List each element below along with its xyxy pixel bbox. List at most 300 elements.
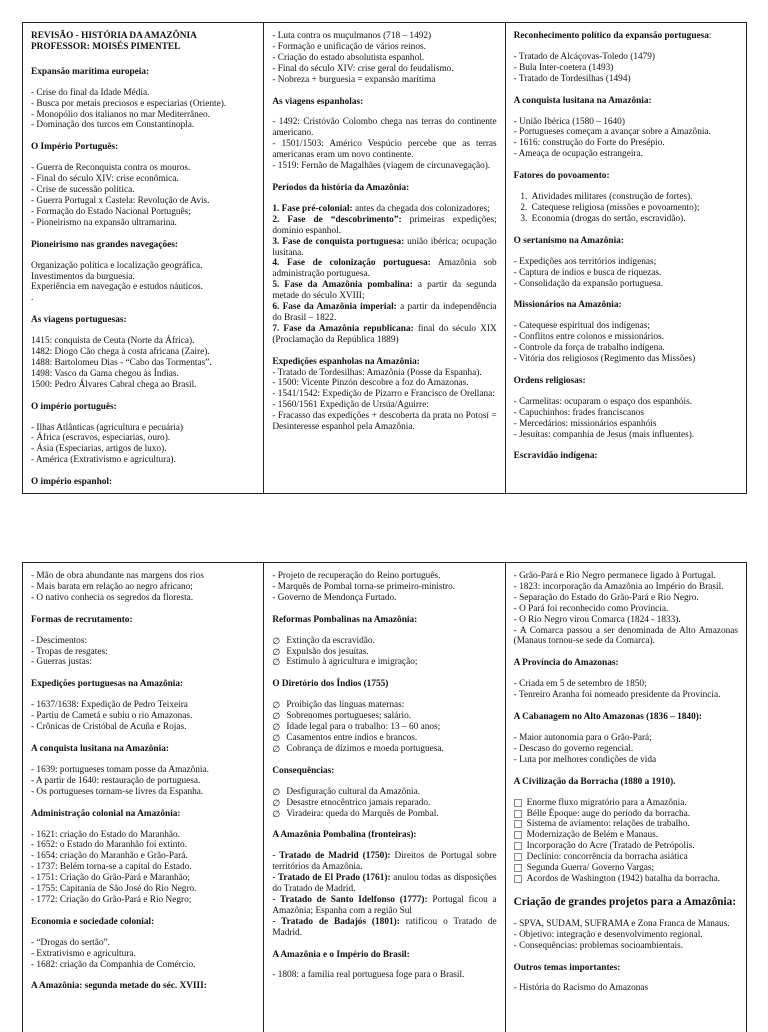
list-item: - Jesuítas: companhia de Jesus (mais influentes). — [513, 429, 695, 440]
checkbox-bullet-item — [514, 874, 738, 885]
list-item: - 1492: Cristóvão Colombo chega nas terras do continente americano. — [272, 117, 497, 139]
period-item-label: 3. Fase de conquista portuguesa: — [272, 236, 405, 247]
empty-set-bullet-icon: ∅ — [272, 732, 281, 743]
list-item: - Conflitos entre colonos e missionários. — [513, 332, 664, 343]
checkbox-bullet-icon — [514, 831, 522, 839]
empty-set-bullet-icon: ∅ — [272, 646, 281, 657]
symbol-bullet-item — [272, 647, 496, 658]
symbol-bullet-text: Cobrança de dízimos e moeda portuguesa. — [286, 743, 444, 754]
section — [31, 315, 255, 390]
section-heading — [272, 830, 496, 841]
period-item-text: antes da chegada dos colonizadores; — [352, 203, 490, 214]
list-item: 1498: Vasco da Gama chegou às Índias. — [31, 368, 179, 379]
symbol-bullet-text: Extinção da escravidão. — [286, 635, 375, 646]
section-heading — [272, 679, 496, 690]
period-item-text: Direitos de Portugal sobre territórios da Amazônia. — [272, 851, 497, 873]
period-item-text: a partir da independência do Brasil – 1822. — [272, 302, 497, 323]
list-item: 1415: conquista de Ceuta (Norte da África). — [31, 336, 195, 347]
section-heading-text: A Cabanagem no Alto Amazonas (1836 – 1840): — [513, 712, 702, 723]
checkbox-bullet-text: Segunda Guerra/ Governo Vargas; — [526, 863, 655, 874]
period-item — [272, 258, 496, 280]
period-item-label: 5. Fase da Amazônia pombalina: — [272, 280, 413, 291]
list-item: 1488: Bartolomeu Dias - “Cabo das Tormentas”. — [31, 357, 212, 368]
list-item: - Marquês de Pombal torna-se primeiro-ministro. — [272, 581, 456, 592]
checkbox-bullet-icon — [514, 820, 522, 828]
period-item-label: 4. Fase de colonização portuguesa: — [272, 258, 431, 269]
symbol-bullet-text: Desfiguração cultural da Amazônia. — [286, 786, 421, 797]
section-heading-text: Outros temas importantes: — [513, 962, 621, 973]
section-heading — [514, 712, 738, 723]
period-item-label: - Tratado de El Prado (1761): — [272, 873, 391, 884]
list-item: - Governo de Mendonça Furtado. — [272, 592, 397, 603]
section-heading-text: A Amazônia Pombalina (fronteiras): — [272, 830, 417, 841]
section-heading-text: Missionários na Amazônia: — [513, 300, 622, 311]
section-heading — [514, 31, 738, 42]
symbol-bullet-item — [272, 711, 496, 722]
section-heading-text: O império português: — [31, 401, 117, 412]
list-item: - Formação e unificação de vários reinos. — [272, 41, 426, 52]
section-heading-text: O sertanismo na Amazônia: — [513, 235, 624, 246]
section-heading — [31, 402, 255, 413]
section — [514, 376, 738, 441]
list-item: - Separação do Estado do Grão-Pará e Rio Negro. — [513, 592, 699, 603]
list-item: - A partir de 1640: restauração de portuguesa. — [31, 775, 201, 786]
section — [31, 679, 255, 733]
symbol-bullet-item — [272, 787, 496, 798]
section — [31, 402, 255, 467]
section — [31, 981, 255, 992]
section-heading — [514, 376, 738, 387]
list-item: - União Ibérica (1580 – 1640) — [513, 116, 625, 127]
symbol-bullet-item — [272, 700, 496, 711]
symbol-bullet-item — [272, 809, 496, 820]
list-item: - Consequências: problemas socioambientais. — [513, 940, 684, 951]
list-item: - Guerras justas: — [31, 657, 92, 668]
list-item: - Guerra de Reconquista contra os mouros. — [31, 163, 191, 174]
section-heading-text: Expansão marítima europeia: — [31, 66, 150, 77]
section-heading-text: O império espanhol: — [31, 477, 113, 488]
section-heading — [514, 658, 738, 669]
list-item: - Final do século XIV: crise econômica. — [31, 174, 179, 185]
list-item: - “Drogas do sertão”. — [31, 937, 110, 948]
section-heading — [514, 451, 738, 462]
section-heading — [272, 766, 496, 777]
section — [31, 477, 255, 488]
list-item: - Controle da força de trabalho indígena. — [513, 343, 665, 354]
symbol-bullet-item — [272, 798, 496, 809]
list-item: - 1500: Vicente Pinzón descobre a foz do Amazonas. — [272, 378, 469, 389]
section — [514, 777, 738, 885]
section-heading-text: Expedições portuguesas na Amazônia: — [31, 679, 184, 690]
period-item-text: Amazônia sob administração portuguesa. — [272, 258, 497, 280]
list-item: - Fracasso das expedições + descoberta da prata no Potosí = Desinteresse espanhol pela Amazônia. — [272, 411, 497, 433]
section-heading-text: Fatores do povoamento: — [513, 171, 610, 182]
section — [272, 766, 496, 820]
symbol-bullet-text: Sobrenomes portugueses; salário. — [286, 711, 412, 722]
list-item: - Luta por melhores condições de vida — [513, 754, 657, 765]
symbol-bullet-item — [272, 657, 496, 668]
section — [31, 571, 255, 604]
section-heading — [31, 981, 255, 992]
list-item: - Crônicas de Cristóbal de Acuña e Rojas. — [31, 722, 187, 733]
empty-set-bullet-icon: ∅ — [272, 711, 281, 722]
section — [31, 31, 255, 53]
section-heading — [514, 777, 738, 788]
list-item: - Catequese espiritual dos indígenas; — [513, 321, 650, 332]
checkbox-bullet-text: Acordos de Washington (1942) batalha da borracha. — [526, 873, 721, 884]
checkbox-bullet-text: Declínio: concorrência da borracha asiática — [526, 852, 688, 863]
section-heading-text: A conquista lusitana na Amazônia: — [513, 95, 652, 106]
list-item: - 1501/1503: Américo Vespúcio percebe que as terras americanas eram um novo continente. — [272, 139, 497, 161]
section-heading — [31, 917, 255, 928]
list-item: - 1751: Criação do Grão-Pará e Maranhão; — [31, 873, 191, 884]
period-item — [272, 237, 496, 259]
page1-column-3 — [505, 23, 746, 493]
list-item: - Dominação dos turcos em Constantinopla. — [31, 120, 195, 131]
list-item: - Monopólio dos italianos no mar Mediterrâneo. — [31, 109, 210, 120]
checkbox-bullet-item — [514, 809, 738, 820]
list-item: Experiência em navegação e estudos náuticos. — [31, 282, 203, 293]
section-heading — [31, 744, 255, 755]
list-item: - Criada em 5 de setembro de 1850; — [513, 679, 647, 690]
page2-column-3 — [505, 563, 746, 1032]
list-item: - Criação do estado absolutista espanhol. — [272, 52, 425, 63]
symbol-bullet-text: Proibição das línguas maternas: — [286, 700, 405, 711]
section-heading — [272, 97, 496, 108]
section — [514, 896, 738, 952]
checkbox-bullet-item — [514, 841, 738, 852]
symbol-bullet-text: Casamentos entre índios e brancos. — [286, 732, 418, 743]
list-item: Investimentos da burguesia. — [31, 271, 135, 282]
numbered-list-item: 1. Atividades militares (construção de fortes). — [530, 192, 738, 203]
period-item-label: 2. Fase de “descobrimento”: — [272, 214, 402, 225]
section-heading-text: A Amazônia e o Império do Brasil: — [272, 949, 410, 960]
list-item: - Crise de sucessão política. — [31, 185, 135, 196]
document-title-line: PROFESSOR: MOISÉS PIMENTEL — [31, 41, 181, 52]
section-heading-text: A Civilização da Borracha (1880 a 1910). — [513, 776, 676, 787]
period-item-label: - Tratado de Madrid (1750): — [272, 851, 391, 862]
list-item: - Bula Inter-coetera (1493) — [513, 62, 614, 73]
section-heading — [31, 477, 255, 488]
section-heading-text: A Amazônia: segunda metade do séc. XVIII: — [31, 981, 207, 992]
section-heading-text: As viagens portuguesas: — [31, 315, 127, 326]
checkbox-bullet-icon — [514, 810, 522, 818]
section-heading — [514, 236, 738, 247]
period-item-label: 7. Fase da Amazônia republicana: — [272, 323, 414, 334]
section-heading — [31, 315, 255, 326]
symbol-bullet-text: Estímulo à agricultura e imigração; — [286, 657, 418, 668]
list-item: - Vitória dos religiosos (Regimento das Missões) — [513, 354, 696, 365]
list-item: - Maior autonomia para o Grão-Pará; — [513, 732, 652, 743]
list-item: - Formação do Estado Nacional Português; — [31, 206, 191, 217]
checkbox-bullet-item — [514, 798, 738, 809]
symbol-bullet-list — [272, 700, 496, 755]
empty-set-bullet-icon: ∅ — [272, 722, 281, 733]
section-heading-text: Reformas Pombalinas na Amazônia: — [272, 614, 418, 625]
list-item: - Partiu de Cametá e subiu o rio Amazonas. — [31, 711, 193, 722]
section — [272, 97, 496, 172]
list-item: - Tratado de Tordesilhas: Amazônia (Posse da Espanha). — [272, 367, 482, 378]
section-heading-text: Pioneirismo nas grandes navegações: — [31, 239, 178, 250]
section — [272, 615, 496, 669]
list-item: - 1637/1638: Expedição de Pedro Teixeira — [31, 700, 188, 711]
list-item: - 1682: criação da Companhia de Comércio. — [31, 959, 196, 970]
list-item: - Descimentos: — [31, 635, 88, 646]
section-heading — [31, 142, 255, 153]
section-heading-text: A Província do Amazonas: — [513, 658, 619, 669]
period-item — [272, 215, 496, 237]
section-heading-text: Formas de recrutamento: — [31, 614, 133, 625]
symbol-bullet-item — [272, 744, 496, 755]
list-item: - Mais barata em relação ao negro africano; — [31, 581, 193, 592]
section — [31, 67, 255, 132]
period-item-text: anulou todas as disposições do Tratado de Madrid. — [272, 873, 497, 895]
section — [272, 571, 496, 604]
list-item: - O Pará foi reconhecido como Província. — [513, 603, 669, 614]
list-item: - Tratado de Tordesilhas (1494) — [513, 73, 631, 84]
checkbox-bullet-item — [514, 819, 738, 830]
section-heading-text: O Império Português: — [31, 142, 119, 153]
list-item: - Captura de índios e busca de riquezas. — [513, 267, 662, 278]
list-item: - 1654: criação do Maranhão e Grão-Pará. — [31, 851, 188, 862]
list-item: - Carmelitas: ocuparam o espaço dos espanhóis. — [513, 396, 693, 407]
list-item: - Guerra Portugal x Castela: Revolução de Avis. — [31, 195, 210, 206]
period-item-label: 6. Fase da Amazônia imperial: — [272, 302, 397, 313]
list-item: - O Rio Negro virou Comarca (1824 - 1833). — [513, 614, 681, 625]
section-heading — [31, 615, 255, 626]
symbol-bullet-text: Idade legal para o trabalho: 13 – 60 anos; — [286, 722, 441, 733]
section-heading — [31, 679, 255, 690]
symbol-bullet-list — [272, 787, 496, 820]
section-heading — [514, 96, 738, 107]
numbered-list-item: 2. Catequese religiosa (missões e povoamento); — [530, 203, 738, 214]
checkbox-bullet-list — [514, 798, 738, 885]
section — [31, 142, 255, 228]
list-item: - SPVA, SUDAM, SUFRAMA e Zona Franca de Manaus. — [513, 918, 730, 929]
list-item: - 1616: construção do Forte do Presépio. — [513, 138, 665, 149]
list-item: - Luta contra os muçulmanos (718 – 1492) — [272, 31, 432, 41]
period-item — [272, 873, 496, 895]
document-title-line: REVISÃO - HISTÓRIA DA AMAZÔNIA — [31, 31, 197, 41]
checkbox-bullet-text: Enorme fluxo migratório para a Amazônia. — [526, 797, 687, 808]
section — [514, 96, 738, 161]
list-item: - Descaso do governo regencial. — [513, 743, 634, 754]
section-heading-text: Ordens religiosas: — [513, 375, 586, 386]
handout-page-2 — [22, 562, 747, 1032]
symbol-bullet-text: Expulsão dos jesuítas. — [286, 646, 369, 657]
section — [514, 963, 738, 995]
checkbox-bullet-icon — [514, 864, 522, 872]
page1-column-2 — [263, 23, 504, 493]
list-item: - Nobreza + burguesia = expansão marítima — [272, 74, 436, 85]
section-heading — [272, 950, 496, 961]
section — [514, 712, 738, 766]
list-item: - 1519: Fernão de Magalhães (viagem de circunavegação). — [272, 161, 491, 172]
list-item: - Tenreiro Aranha foi nomeado presidente da Província. — [513, 690, 721, 701]
list-item: - África (escravos, especiarias, ouro). — [31, 433, 171, 444]
section-heading-text: A conquista lusitana na Amazônia: — [31, 743, 169, 754]
section — [31, 744, 255, 798]
list-item: - Expedições aos territórios indígenas; — [513, 256, 657, 267]
period-item — [272, 280, 496, 302]
section — [272, 679, 496, 754]
section — [272, 950, 496, 982]
page2-column-1 — [23, 563, 263, 1032]
list-item: - Capuchinhos: frades franciscanos — [513, 407, 645, 418]
section-heading — [514, 896, 738, 909]
list-item: - 1652: o Estado do Maranhão foi extinto. — [31, 840, 187, 851]
handout-page-1 — [22, 22, 747, 494]
period-item-text: ratificou o Tratado de Madrid. — [272, 916, 497, 938]
list-item: - 1639: portugueses tomam posse da Amazônia. — [31, 764, 209, 775]
period-item — [272, 851, 496, 873]
checkbox-bullet-item — [514, 852, 738, 863]
section — [514, 658, 738, 701]
list-item: - Final do século XIV: crise geral do feudalismo. — [272, 63, 454, 74]
section-heading-suffix: : — [708, 31, 712, 41]
section — [31, 615, 255, 669]
list-item: - Busca por metais preciosos e especiarias (Oriente). — [31, 98, 227, 109]
period-item-text: primeiras expedições; domínio espanhol. — [272, 214, 497, 236]
list-item: Organização política e localização geográfica. — [31, 260, 203, 271]
section-heading — [31, 67, 255, 78]
empty-set-bullet-icon: ∅ — [272, 786, 281, 797]
section-heading — [272, 183, 496, 194]
list-item: - Tropas de resgates: — [31, 646, 108, 657]
checkbox-bullet-item — [514, 830, 738, 841]
section — [31, 240, 255, 305]
period-item-label: - Tratado de Santo Idelfonso (1777): — [272, 894, 428, 905]
list-item: - 1808: a família real portuguesa foge para o Brasil. — [272, 970, 465, 981]
empty-set-bullet-icon: ∅ — [272, 808, 281, 819]
numbered-list-item: 3. Economia (drogas do sertão, escravidão). — [530, 214, 738, 225]
empty-set-bullet-icon: ∅ — [272, 635, 281, 646]
checkbox-bullet-text: Sistema de aviamento: relações de trabalho. — [526, 819, 690, 830]
list-item: - Os portugueses tornam-se livres da Espanha. — [31, 786, 204, 797]
list-item: - Mão de obra abundante nas margens dos rios — [31, 571, 204, 581]
empty-set-bullet-icon: ∅ — [272, 797, 281, 808]
checkbox-bullet-text: Modernização de Belém e Manaus. — [526, 830, 659, 841]
section — [272, 183, 496, 346]
checkbox-bullet-icon — [514, 842, 522, 850]
symbol-bullet-text: Desastre etnocêntrico jamais reparado. — [286, 797, 431, 808]
checkbox-bullet-item — [514, 863, 738, 874]
empty-set-bullet-icon: ∅ — [272, 700, 281, 711]
section — [272, 31, 496, 86]
period-item-text: Portugal ficou a Amazônia; Espanha com a região Sul — [272, 894, 497, 916]
section-heading-text: Administração colonial na Amazônia: — [31, 808, 181, 819]
section — [514, 236, 738, 290]
list-item: - Extrativismo e agricultura. — [31, 948, 136, 959]
symbol-bullet-list — [272, 636, 496, 669]
symbol-bullet-item — [272, 636, 496, 647]
section-heading — [31, 809, 255, 820]
list-item: - Pioneirismo na expansão ultramarina. — [31, 217, 177, 228]
section — [514, 31, 738, 85]
checkbox-bullet-icon — [514, 799, 522, 807]
list-item: - Mercedários: missionários espanhóis — [513, 418, 657, 429]
section — [272, 357, 496, 433]
checkbox-bullet-icon — [514, 875, 522, 883]
section-heading-text: Períodos da história da Amazônia: — [272, 182, 410, 193]
section-heading — [514, 963, 738, 974]
list-item: - 1560/1561 Expedição de Ursúa/Aguirre: — [272, 400, 429, 411]
numbered-list — [514, 192, 738, 225]
period-item-text: final do século XIX (Proclamação da República 1889) — [272, 323, 497, 345]
list-item: - 1772: Criação do Grão-Pará e Rio Negro; — [31, 894, 192, 905]
period-item-label: - Tratado de Badajós (1801): — [272, 916, 400, 927]
list-item: - Projeto de recuperação do Reino português. — [272, 571, 441, 581]
period-item-text: união ibérica; ocupação lusitana. — [272, 236, 497, 258]
empty-set-bullet-icon: ∅ — [272, 657, 281, 668]
section — [514, 451, 738, 462]
section-heading — [514, 171, 738, 182]
list-item: - Consolidação da expansão portuguesa. — [513, 278, 664, 289]
period-item — [272, 895, 496, 917]
section-heading — [272, 615, 496, 626]
section-heading-text: As viagens espanholas: — [272, 96, 364, 107]
section — [514, 300, 738, 365]
list-item: - Ameaça de ocupação estrangeira. — [513, 149, 643, 160]
section-heading-text: Criação de grandes projetos para a Amazônia: — [513, 895, 736, 908]
list-item: - Ilhas Atlânticas (agricultura e pecuária) — [31, 422, 184, 433]
list-item: - Objetivo: integração e desenvolvimento regional. — [513, 929, 703, 940]
period-item-text: a partir da segunda metade do século XVIII; — [272, 280, 497, 302]
list-item: - 1823: incorporação da Amazônia ao Império do Brasil. — [513, 581, 724, 592]
section-heading-text: Consequências: — [272, 765, 335, 776]
symbol-bullet-item — [272, 733, 496, 744]
section-heading — [514, 300, 738, 311]
list-item: - 1541/1542: Expedição de Pizarro e Francisco de Orellana: — [272, 389, 495, 400]
empty-set-bullet-icon: ∅ — [272, 743, 281, 754]
period-item — [272, 917, 496, 939]
section — [272, 830, 496, 938]
section-heading — [272, 357, 496, 368]
checkbox-bullet-text: Incorporação do Acre (Tratado de Petrópolis. — [526, 841, 695, 852]
list-item: - 1621: criação do Estado do Maranhão. — [31, 829, 180, 840]
list-item: . — [31, 293, 34, 304]
period-item — [272, 302, 496, 324]
section-heading-text: Economia e sociedade colonial: — [31, 916, 155, 927]
checkbox-bullet-text: Bélle Époque: auge do período da borracha. — [526, 808, 691, 819]
period-item — [272, 204, 496, 215]
list-item: - Crise do final da Idade Média. — [31, 87, 150, 98]
page2-column-2 — [263, 563, 504, 1032]
list-item: - A Comarca passou a ser denominada de Alto Amazonas (Manaus tornou-se sede da Comarca). — [513, 625, 738, 647]
section-heading-text: O Diretório dos Índios (1755) — [272, 679, 389, 690]
page1-column-1 — [23, 23, 263, 493]
section — [514, 171, 738, 225]
section — [31, 917, 255, 971]
list-item: - Tratado de Alcáçovas-Toledo (1479) — [513, 51, 656, 62]
section — [514, 571, 738, 647]
section — [31, 809, 255, 906]
list-item: - 1755: Capitania de São José do Rio Negro. — [31, 884, 197, 895]
list-item: 1482: Diogo Cão chega à costa africana (Zaire). — [31, 347, 210, 358]
section-heading — [31, 240, 255, 251]
list-item: 1500: Pedro Álvares Cabral chega ao Brasil. — [31, 379, 197, 390]
period-item-label: 1. Fase pré-colonial: — [272, 203, 353, 214]
list-item: - América (Extrativismo e agricultura). — [31, 455, 176, 466]
symbol-bullet-text: Viradeira: queda do Marquês de Pombal. — [286, 808, 439, 819]
checkbox-bullet-icon — [514, 853, 522, 861]
symbol-bullet-item — [272, 722, 496, 733]
section-heading-text: Expedições espanholas na Amazônia: — [272, 356, 420, 367]
list-item: - 1737: Belém torna-se a capital do Estado. — [31, 862, 192, 873]
list-item: - História do Racismo do Amazonas — [513, 983, 649, 994]
list-item: - Grão-Pará e Rio Negro permanece ligado à Portugal. — [513, 571, 716, 581]
section-heading-text: Reconhecimento político da expansão portuguesa — [513, 31, 709, 41]
